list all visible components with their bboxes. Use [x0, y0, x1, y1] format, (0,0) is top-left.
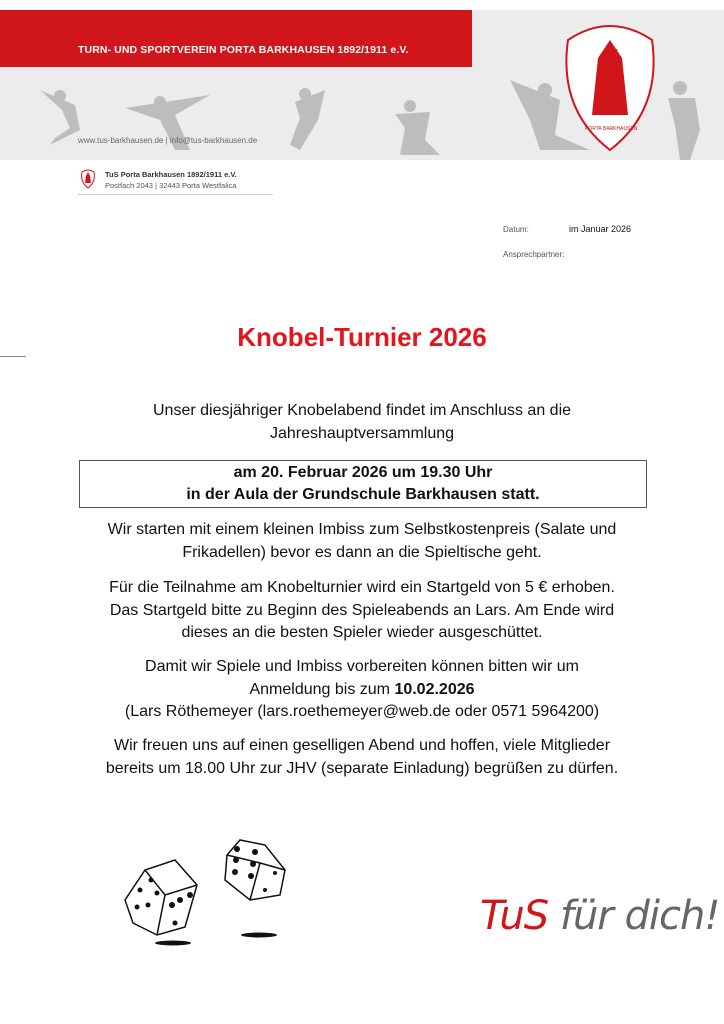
- intro-paragraph: [60, 400, 664, 445]
- food-paragraph: [60, 519, 664, 564]
- event-details-box: [79, 460, 647, 508]
- tagline-brand: TuS: [480, 893, 549, 939]
- text-line: Damit wir Spiele und Imbiss vorbereiten können bitten wir um: [145, 658, 579, 675]
- sender-name: TuS Porta Barkhausen 1892/1911 e.V.: [105, 170, 237, 179]
- registration-paragraph: [60, 656, 664, 724]
- club-logo-shield: [566, 26, 653, 150]
- club-name-banner: TURN- UND SPORTVEREIN PORTA BARKHAUSEN 1892/1911 e.V.: [0, 10, 472, 67]
- text-line: Unser diesjähriger Knobelabend findet im Anschluss an die: [152, 402, 572, 419]
- deadline: 10.02.2026: [394, 680, 475, 698]
- date-label: Datum:: [503, 225, 529, 234]
- tagline-text: für dich!: [548, 893, 720, 939]
- closing-paragraph: [50, 735, 674, 780]
- dice-illustration: [115, 835, 305, 950]
- text-line: Frikadellen) bevor es dann an die Spieltische geht.: [182, 543, 542, 561]
- text-line: Das Startgeld bitte zu Beginn des Spieleabends an Lars. Am Ende wird: [109, 601, 615, 619]
- contact-line: www.tus-barkhausen.de | info@tus-barkhausen.de: [78, 136, 258, 145]
- text-line: Wir freuen uns auf einen geselligen Abend und hoffen, viele Mitglieder: [113, 737, 611, 754]
- text-line: Jahreshauptversammlung: [269, 424, 455, 442]
- sender-block: [78, 168, 273, 195]
- contact-person-label: Ansprechpartner:: [503, 250, 565, 259]
- small-logo-icon: [78, 168, 98, 190]
- text-span: Anmeldung bis zum: [249, 680, 395, 698]
- sender-address: Postfach 2043 | 32443 Porta Westfalica: [105, 181, 237, 190]
- event-date: am 20. Februar 2026 um 19.30 Uhr: [233, 464, 493, 481]
- text-line: Für die Teilnahme am Knobelturnier wird ein Startgeld von 5 € erhoben.: [109, 579, 615, 596]
- svg-text:TUS: TUS: [604, 49, 618, 56]
- text-line: [60, 679, 664, 702]
- fold-mark: [0, 356, 26, 357]
- text-line: dieses an die besten Spieler wieder ausgeschüttet.: [181, 624, 543, 641]
- text-line: Wir starten mit einem kleinen Imbiss zum Selbstkostenpreis (Salate und: [107, 521, 617, 538]
- text-line: (Lars Röthemeyer (lars.roethemeyer@web.de oder 0571 5964200): [124, 703, 600, 720]
- fee-paragraph: [60, 577, 664, 645]
- date-value: im Januar 2026: [569, 224, 632, 234]
- page-title: Knobel-Turnier 2026: [237, 322, 487, 352]
- tagline-logo: [480, 893, 719, 939]
- text-line: bereits um 18.00 Uhr zur JHV (separate Einladung) begrüßen zu dürfen.: [105, 759, 619, 777]
- svg-text:PORTA BARKHAUSEN: PORTA BARKHAUSEN: [585, 126, 638, 132]
- event-location: in der Aula der Grundschule Barkhausen statt.: [186, 486, 540, 503]
